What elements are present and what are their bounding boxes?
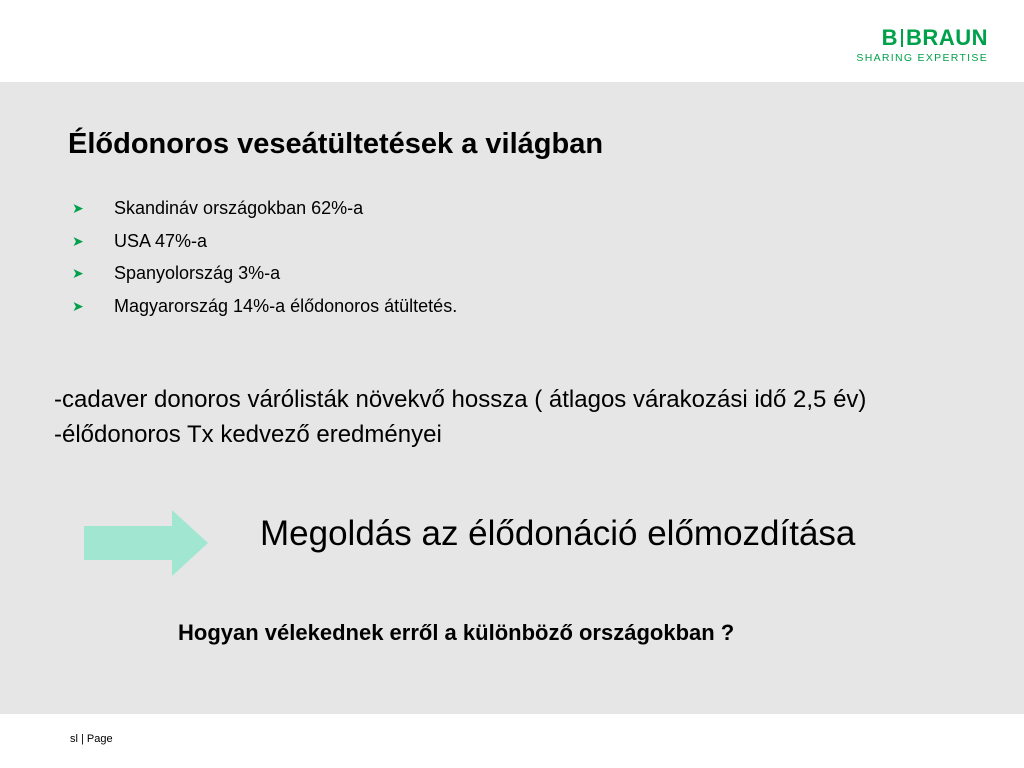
bullet-item (72, 225, 457, 258)
bullet-text: Skandináv országokban 62%-a (114, 198, 364, 219)
bullet-item (72, 290, 457, 323)
note-line: -cadaver donoros várólisták növekvő hossza ( átlagos várakozási idő 2,5 év) (54, 386, 867, 413)
arrowhead-bullet-icon: ➤ (72, 265, 84, 282)
arrow-shape (84, 510, 208, 576)
bullet-item (72, 192, 457, 225)
bbraun-logo (856, 27, 988, 64)
notes-block (54, 382, 866, 452)
logo-letter-b: B (881, 25, 899, 50)
bullet-text: USA 47%-a (114, 230, 208, 251)
bullet-text: Magyarország 14%-a élődonoros átültetés. (114, 295, 458, 316)
page-footer: sl | Page (70, 733, 113, 745)
question-text: Hogyan vélekednek erről a különböző országokban ? (178, 620, 735, 645)
arrowhead-bullet-icon: ➤ (72, 232, 84, 249)
right-arrow-icon (84, 510, 208, 576)
slide-title: Élődonoros veseátültetések a világban (68, 128, 604, 160)
logo-word-braun: BRAUN (906, 25, 988, 50)
solution-text: Megoldás az élődonáció előmozdítása (260, 514, 856, 553)
bullet-list (72, 192, 457, 322)
logo-wordmark (856, 27, 988, 49)
logo-divider (901, 29, 903, 47)
bullet-text: Spanyolország 3%-a (114, 263, 281, 284)
arrowhead-bullet-icon: ➤ (72, 200, 84, 217)
arrowhead-bullet-icon: ➤ (72, 297, 84, 314)
note-line: -élődonoros Tx kedvező eredményei (54, 421, 442, 448)
logo-tagline: SHARING EXPERTISE (856, 52, 988, 64)
bullet-item (72, 257, 457, 290)
